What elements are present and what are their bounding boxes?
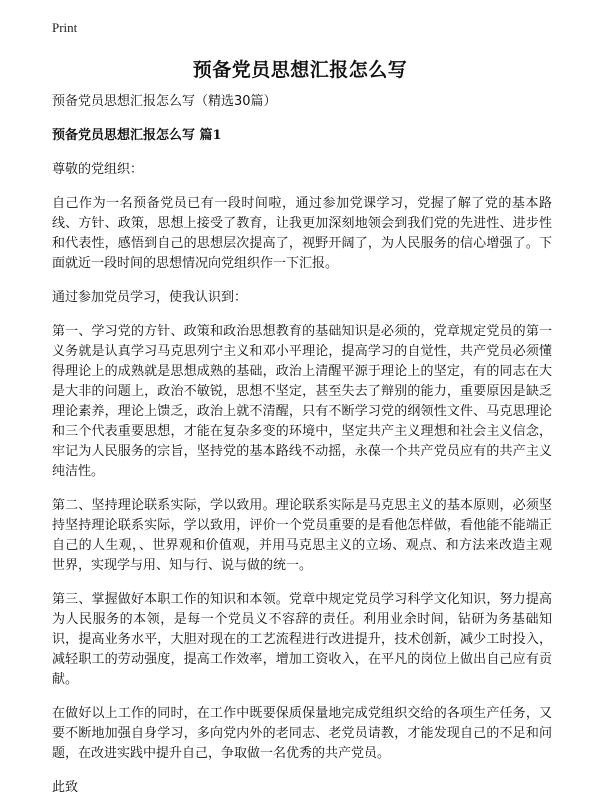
paragraph: 第二、坚持理论联系实际，学以致用。理论联系实际是马克思主义的基本原则，必须坚持坚持理论联系实际，学以致用，评价一个党员重要的是看他怎样做，看他能不能端正自己的人生观，、世界观和价值观，并用马克思主义的立场、观点、和方法来改造主观世界，实现学与用、知与行、说与做的统一。	[52, 498, 552, 573]
paragraph: 自己作为一名预备党员已有一段时间啦，通过参加党课学习，党握了解了党的基本路线、方针、政策，思想上接受了教育，让我更加深刻地领会到我们党的先进性、进步性和代表性，感悟到自己的思想层次提高了，视野开阔了，为人民服务的信心增强了。下面就近一段时间的思想情况向党组织作一下汇报。	[52, 196, 552, 271]
section-heading: 预备党员思想汇报怎么写 篇1	[52, 128, 222, 143]
paragraph: 第一、学习党的方针、政策和政治思想教育的基础知识是必须的，党章规定党员的第一义务就是认真学习马克思列宁主义和邓小平理论，提高学习的自觉性，共产党员必须懂得理论上的成熟就是思想成熟的基础，政治上清醒平源于理论上的坚定，有的同志在大是大非的问题上，政治不敏锐，思想不坚定，甚至失去了辩别的能力，重要原因是缺乏理论素养，理论上馈乏，政治上就不清醒，只有不断学习党的纲领性文件、马克思理论和三个代表重要思想，才能在复杂多变的环境中，坚定共产主义理想和社会主义信念，牢记为人民服务的宗旨，坚持党的基本路线不动摇，永葆一个共产党员应有的共产主义纯洁性。	[52, 324, 552, 479]
paragraph: 第三、掌握做好本职工作的知识和本领。党章中规定党员学习科学文化知识，努力提高为人民服务的本领，是每一个党员义不容辞的责任。利用业余时间，钻研为务基础知识，提高业务水平，大胆对现在的工艺流程进行改进提升，技术创新，减少工时投入，减轻职工的劳动强度，提高工作效率，增加工资收入，在平凡的岗位上做出自己应有贡献。	[52, 592, 552, 687]
document-subtitle: 预备党员思想汇报怎么写（精选30篇）	[52, 94, 277, 109]
paragraph: 在做好以上工作的同时，在工作中既要保质保量地完成党组织交给的各项生产任务，又要不断地加强自身学习，多向党内外的老同志、老党员请教，才能发现自己的不足和问题，在改进实践中提升自己，争取做一名优秀的共产党员。	[52, 706, 552, 761]
print-label: Print	[52, 20, 78, 35]
greeting: 尊敬的党组织：	[52, 162, 144, 177]
paragraph: 通过参加党员学习，使我认识到：	[52, 290, 248, 305]
closing: 此致	[52, 780, 79, 795]
page-title: 预备党员思想汇报怎么写	[192, 59, 408, 81]
document-body	[52, 92, 552, 798]
